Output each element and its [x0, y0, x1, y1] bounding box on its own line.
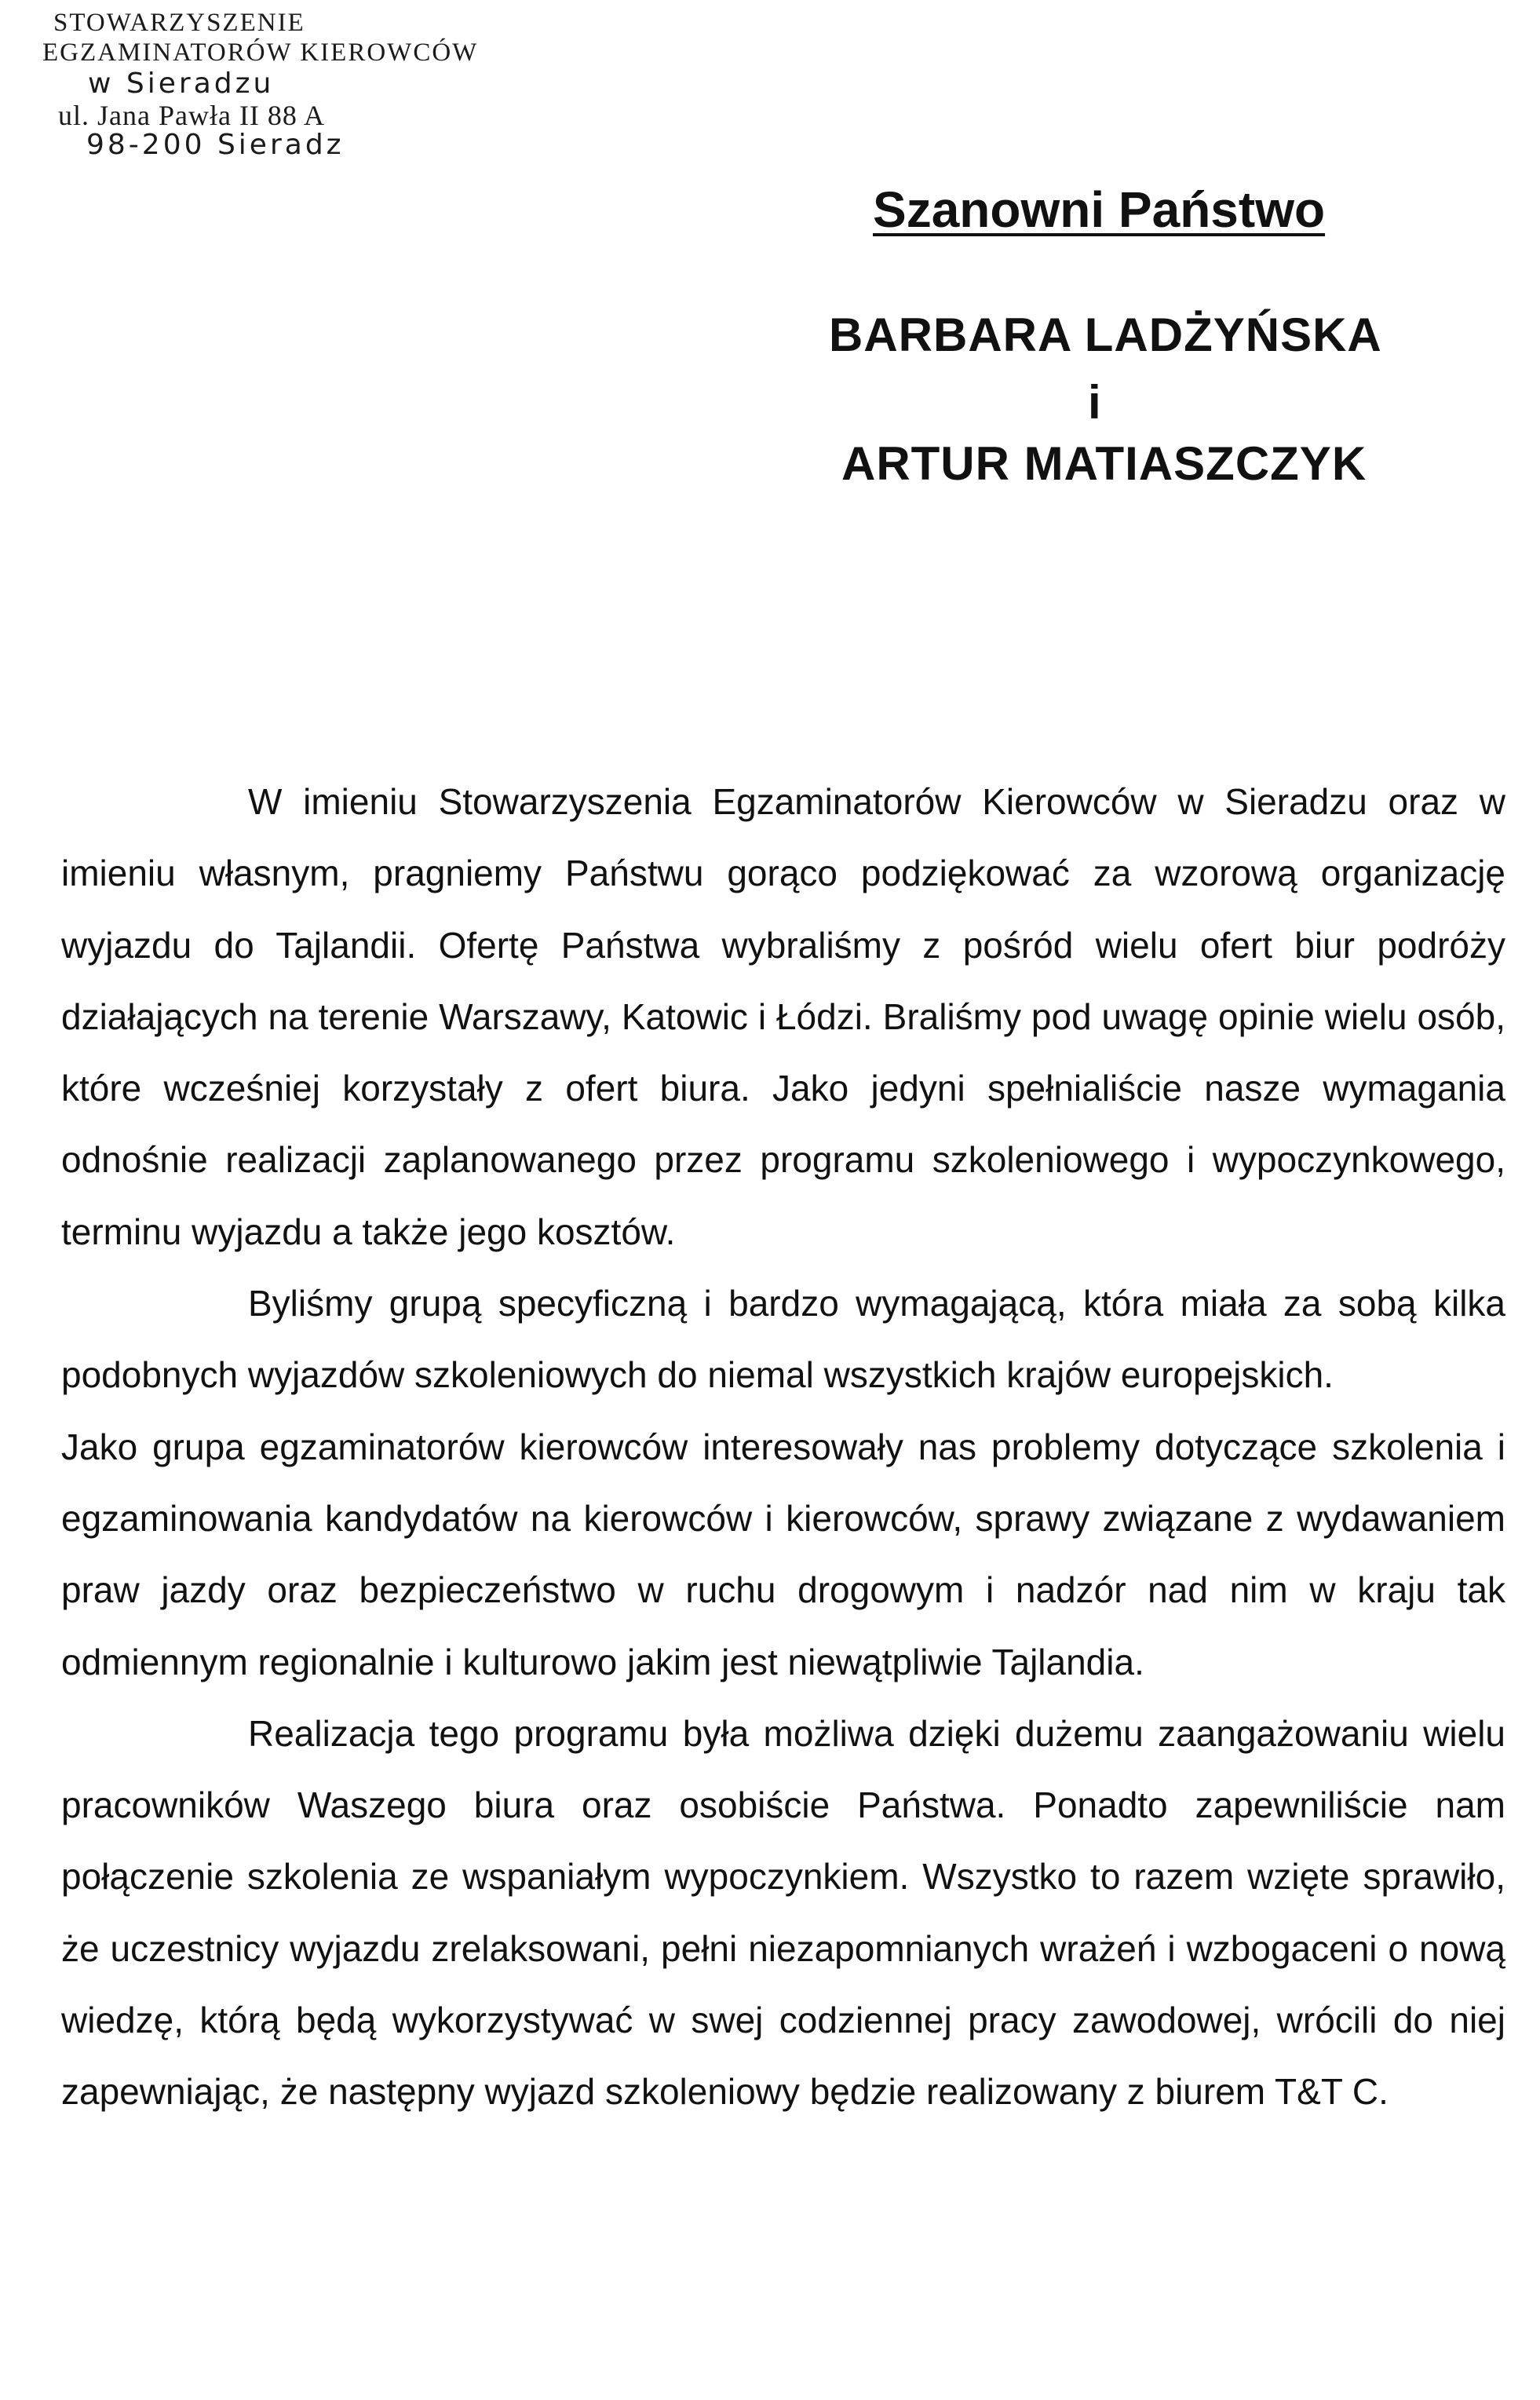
stamp-organization-line-1: STOWARZYSZENIE: [53, 9, 305, 37]
body-paragraph-1: W imieniu Stowarzyszenia Egzaminatorów Kierowców w Sieradzu oraz w imieniu własnym, pragniemy Państwu gorąco podziękować za wzorową organizację wyjazdu do Tajlandii. Ofertę Państwa wybraliśmy z pośród wielu ofert biur podróży działających na terenie Warszawy, Katowic i Łódzi. Braliśmy pod uwagę opinie wielu osób, które wcześniej korzystały z ofert biura. Jako jedyni spełnialiście nasze wymagania odnośnie realizacji zaplanowanego przez programu szkoleniowego i wypoczynkowego, terminu wyjazdu a także jego kosztów.: [61, 781, 1505, 1252]
recipient-name-1: BARBARA LADŻYŃSKA: [829, 309, 1382, 361]
stamp-street-address: ul. Jana Pawła II 88 A: [58, 100, 325, 131]
stamp-postal-code: 98-200 Sieradz: [86, 129, 345, 161]
recipient-name-2: ARTUR MATIASZCZYK: [841, 437, 1367, 490]
stamp-city-line: w Sieradzu: [88, 68, 275, 100]
stamp-organization-line-2: EGZAMINATORÓW KIEROWCÓW: [42, 38, 479, 67]
body-paragraph-2: Byliśmy grupą specyficzną i bardzo wymagającą, która miała za sobą kilka podobnych wyjazdów szkoleniowych do niemal wszystkich krajów europejskich.: [61, 1283, 1505, 1396]
body-paragraph-3: Jako grupa egzaminatorów kierowców interesowały nas problemy dotyczące szkolenia i egzaminowania kandydatów na kierowców i kierowców, sprawy związane z wydawaniem praw jazdy oraz bezpieczeństwo w ruchu drogowym i nadzór nad nim w kraju tak odmiennym regionalnie i kulturowo jakim jest niewątpliwie Tajlandia.: [61, 1426, 1505, 1682]
letter-greeting: Szanowni Państwo: [873, 181, 1326, 238]
recipient-conjunction: i: [1088, 376, 1102, 429]
letter-body: [61, 766, 1505, 2128]
body-paragraph-4: Realizacja tego programu była możliwa dzięki dużemu zaangażowaniu wielu pracowników Waszego biura oraz osobiście Państwa. Ponadto zapewniliście nam połączenie szkolenia ze wspaniałym wypoczynkiem. Wszystko to razem wzięte sprawiło, że uczestnicy wyjazdu zrelaksowani, pełni niezapomnianych wrażeń i wzbogaceni o nową wiedzę, którą będą wykorzystywać w swej codziennej pracy zawodowej, wrócili do niej zapewniając, że następny wyjazd szkoleniowy będzie realizowany z biurem T&T C.: [61, 1712, 1505, 2113]
